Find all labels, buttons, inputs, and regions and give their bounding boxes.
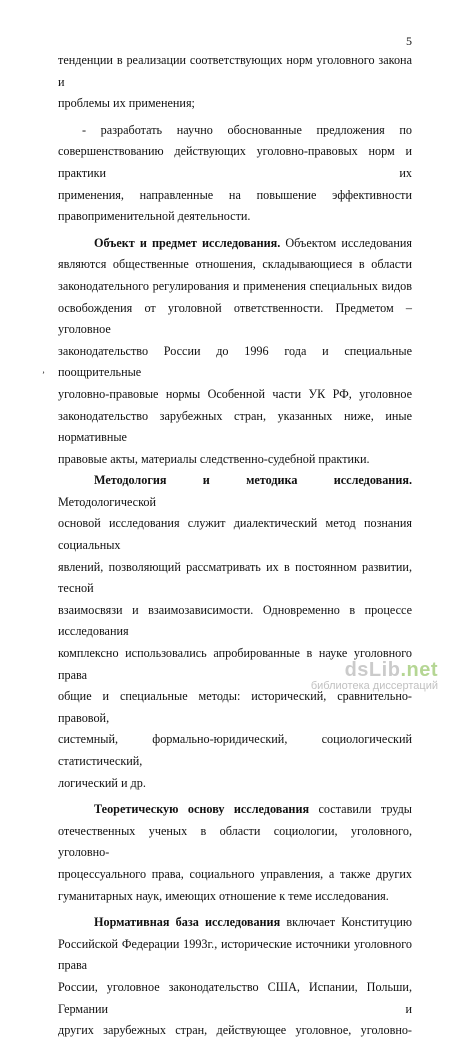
body-line: законодательного регулирования и применения специальных видов — [58, 278, 412, 293]
paragraph-first-line — [58, 233, 412, 255]
body-text: Методологической — [58, 494, 156, 509]
watermark-logo-tld: .net — [400, 659, 438, 681]
section-heading: Объект и предмет исследования. — [94, 235, 281, 250]
paragraph-first-line — [58, 912, 412, 934]
body-line: правоприменительной деятельности. — [58, 209, 251, 224]
body-line: применения, направленные на повышение эффективности — [58, 187, 412, 202]
body-line: других зарубежных стран, действующее уголовное, уголовно- — [58, 1023, 412, 1038]
body-line: тенденции в реализации соответствующих норм уголовного закона и — [58, 53, 412, 89]
body-line: законодательство России до 1996 года и специальные поощрительные — [58, 343, 412, 380]
bullet-line: - разработать научно обоснованные предложения по — [82, 122, 412, 137]
body-line: гуманитарных наук, имеющих отношение к теме исследования. — [58, 888, 389, 903]
stray-mark: ’ — [42, 370, 45, 380]
body-text: составили труды — [309, 802, 412, 817]
watermark-logo — [258, 659, 438, 682]
section-heading: Теоретическую основу исследования — [94, 802, 310, 817]
body-line: уголовно-правовые нормы Особенной части УК РФ, уголовное — [58, 386, 412, 401]
section-heading: Методология и методика исследования. — [94, 473, 412, 488]
body-line: России, уголовное законодательство США, Испании, Польши, Германии и — [58, 979, 412, 1016]
body-line: комплексно использовались апробированные в науке уголовного права — [58, 646, 412, 682]
body-line: логический и др. — [58, 775, 146, 790]
watermark-logo-main: dsLib — [344, 659, 401, 681]
body-line: отечественных ученых в области социологии, уголовного, уголовно- — [58, 823, 412, 860]
body-line: взаимосвязи и взаимозависимости. Одновременно в процессе исследования — [58, 602, 412, 639]
page-number: 5 — [406, 34, 412, 48]
watermark-subtitle: библиотека диссертаций — [310, 680, 438, 692]
body-line: совершенствованию действующих уголовно-правовых норм и практики их — [58, 144, 412, 180]
section-heading: Нормативная база исследования — [94, 915, 281, 930]
body-line: общие и специальные методы: исторический, сравнительно-правовой, — [58, 689, 412, 725]
body-line: освобождения от уголовной ответственности. Предметом – уголовное — [58, 300, 412, 337]
body-line: процессуального права, социального управления, а также других — [58, 866, 412, 881]
body-text: Объектом исследования — [280, 235, 412, 250]
body-line: проблемы их применения; — [58, 96, 195, 111]
document-body — [58, 50, 412, 1042]
body-line: правовые акты, материалы следственно-судебной практики. — [58, 451, 370, 466]
body-text: включает Конституцию — [280, 915, 412, 930]
site-watermark — [258, 659, 438, 705]
body-line: основой исследования служит диалектический метод познания социальных — [58, 516, 412, 553]
paragraph-first-line — [58, 470, 412, 513]
body-line: законодательство зарубежных стран, указанных ниже, иные нормативные — [58, 408, 412, 445]
body-line: явлений, позволяющий рассматривать их в постоянном развитии, тесной — [58, 559, 412, 596]
body-line: системный, формально-юридический, социологический статистический, — [58, 732, 412, 768]
body-line: Российской Федерации 1993г., исторические источники уголовного права — [58, 936, 412, 973]
body-line: являются общественные отношения, складывающиеся в области — [58, 257, 412, 272]
paragraph-first-line — [58, 799, 412, 821]
